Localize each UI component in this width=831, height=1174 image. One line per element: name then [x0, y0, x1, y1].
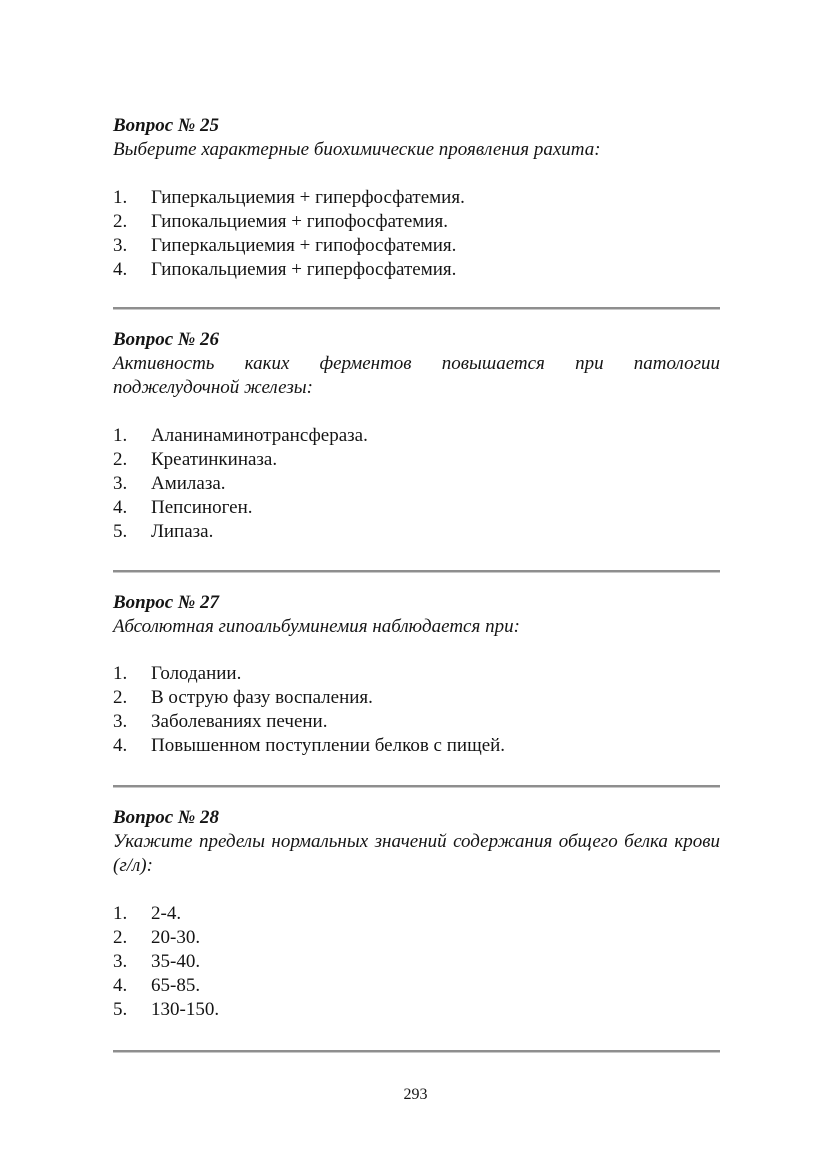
question-27 [113, 591, 720, 639]
option-text: Голодании. [151, 663, 242, 684]
option-number: 1. [113, 663, 128, 684]
page-number: 293 [403, 1086, 428, 1103]
option-text: Гиперкальциемия + гипофосфатемия. [151, 235, 457, 256]
question-prompt: Выберите характерные биохимические проявления рахита: [113, 139, 601, 160]
question-prompt: Активность каких ферментов повышается при патологии поджелудочной железы: [113, 353, 720, 398]
option-number: 3. [113, 235, 128, 256]
option-number: 2. [113, 927, 128, 948]
option-text: Пепсиноген. [151, 497, 253, 518]
option-number: 3. [113, 473, 128, 494]
option-number: 1. [113, 425, 128, 446]
option-number: 5. [113, 521, 128, 542]
option-number: 2. [113, 687, 128, 708]
option-text: Амилаза. [151, 473, 226, 494]
divider-line [113, 1050, 720, 1053]
option-text: 65-85. [151, 975, 201, 996]
option-text: Гипокальциемия + гиперфосфатемия. [151, 259, 457, 280]
question-title: Вопрос № 25 [113, 115, 220, 136]
question-title: Вопрос № 26 [113, 329, 220, 350]
divider-line [113, 307, 720, 310]
question-28 [113, 806, 720, 878]
option-text: 20-30. [151, 927, 201, 948]
option-text: Гипокальциемия + гипофосфатемия. [151, 211, 448, 232]
option-text: Заболеваниях печени. [151, 711, 328, 732]
question-26 [113, 328, 720, 400]
option-text: Липаза. [151, 521, 214, 542]
option-text: 130-150. [151, 999, 220, 1020]
option-number: 4. [113, 735, 128, 756]
question-prompt: Абсолютная гипоальбуминемия наблюдается при: [113, 616, 520, 637]
option-text: Креатинкиназа. [151, 449, 278, 470]
question-prompt: Укажите пределы нормальных значений содержания общего белка крови (г/л): [113, 831, 720, 876]
question-title: Вопрос № 28 [113, 807, 220, 828]
option-text: 2-4. [151, 903, 182, 924]
option-number: 2. [113, 449, 128, 470]
question-25 [113, 114, 720, 162]
option-text: Повышенном поступлении белков с пищей. [151, 735, 506, 756]
question-title: Вопрос № 27 [113, 592, 220, 613]
option-number: 4. [113, 497, 128, 518]
option-number: 1. [113, 903, 128, 924]
option-text: В острую фазу воспаления. [151, 687, 373, 708]
option-number: 3. [113, 951, 128, 972]
option-number: 1. [113, 187, 128, 208]
divider-line [113, 570, 720, 573]
option-number: 2. [113, 211, 128, 232]
option-number: 3. [113, 711, 128, 732]
option-text: 35-40. [151, 951, 201, 972]
divider-line [113, 785, 720, 788]
option-text: Гиперкальциемия + гиперфосфатемия. [151, 187, 465, 208]
option-number: 4. [113, 259, 128, 280]
option-number: 4. [113, 975, 128, 996]
option-number: 5. [113, 999, 128, 1020]
option-text: Аланинаминотрансфераза. [151, 425, 368, 446]
